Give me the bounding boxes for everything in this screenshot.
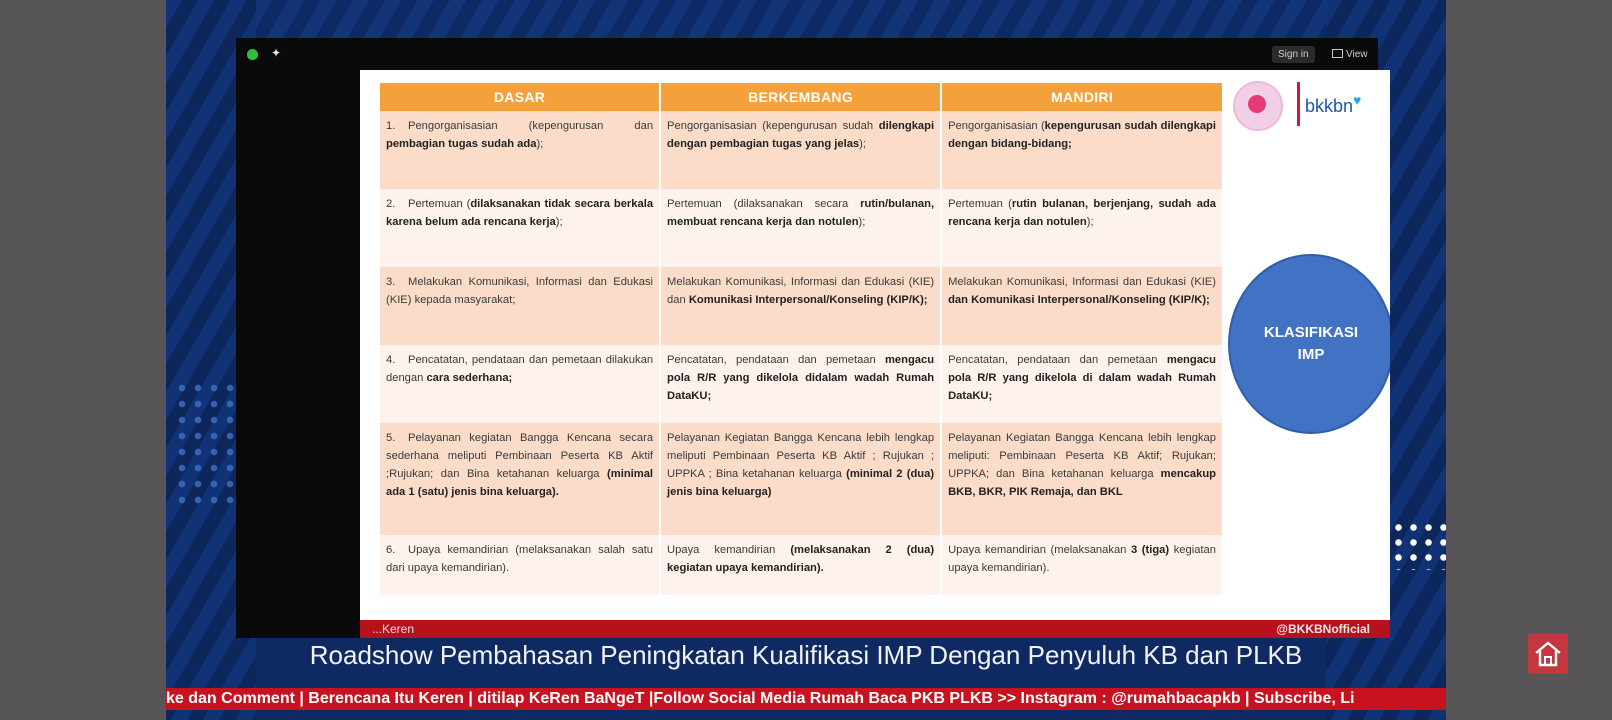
table-body <box>380 111 1222 595</box>
cell-text: mencakup BKB, BKR, PIK Remaja, dan BKL <box>948 468 1216 498</box>
video-frame <box>166 0 1446 720</box>
cell-text: kepengurusan sudah dilengkapi dengan bidang-bidang; <box>948 120 1216 150</box>
slide-footer-left: ...Keren <box>372 622 415 636</box>
row-number: 1. <box>386 120 396 132</box>
bkkbn-logo-text: bkkbn <box>1305 96 1354 116</box>
cell-text: Pengorganisasian (kepengurusan dan <box>408 120 654 132</box>
table-row <box>380 267 1222 345</box>
klasifikasi-label: KLASIFIKASI IMP <box>1263 324 1359 363</box>
table-cell-dasar <box>380 189 659 267</box>
table-cell-berkembang <box>661 267 940 345</box>
cell-text: Pencatatan, pendataan dan pemetaan <box>948 354 1167 366</box>
pin-icon[interactable]: ✦ <box>271 46 282 60</box>
news-ticker: ke dan Comment | Berencana Itu Keren | ditilap KeRen BaNgeT |Follow Social Media Rumah Baca PKB PLKB >> Instagram : @rumahbacapkb | Subscribe, Li <box>166 688 1446 710</box>
cell-text: Pengorganisasian (kepengurusan sudah <box>667 120 879 132</box>
cell-text: Upaya kemandirian <box>667 544 791 556</box>
table-cell-mandiri <box>942 267 1222 345</box>
cell-text: rutin bulanan, berjenjang, sudah ada rencana kerja dan notulen <box>948 198 1217 228</box>
table-row <box>380 535 1222 595</box>
row-number: 4. <box>386 354 396 366</box>
slide-footer <box>360 620 1390 638</box>
table-cell-dasar <box>380 345 659 423</box>
logo-divider <box>1297 82 1300 126</box>
header-dasar: DASAR <box>380 83 659 111</box>
home-button[interactable] <box>1528 634 1568 674</box>
table-row <box>380 111 1222 189</box>
cell-text: Pengorganisasian ( <box>948 120 1045 132</box>
view-button[interactable] <box>1328 46 1372 63</box>
grid-icon <box>1332 49 1343 58</box>
meeting-window <box>236 38 1378 638</box>
logo-emblem <box>1233 81 1283 131</box>
cell-text: Pertemuan (dilaksanakan secara <box>667 198 861 210</box>
social-handle: @BKKBNofficial <box>1276 622 1370 636</box>
cell-text: Melakukan Komunikasi, Informasi dan Edukasi (KIE) dan <box>667 276 935 306</box>
table-row <box>380 345 1222 423</box>
cell-text: Pencatatan, pendataan dan pemetaan <box>667 354 885 366</box>
table-cell-berkembang <box>661 111 940 189</box>
table-cell-mandiri <box>942 111 1222 189</box>
meeting-toolbar <box>236 38 1378 70</box>
row-number: 6. <box>386 544 396 556</box>
table-cell-berkembang <box>661 423 940 535</box>
decorative-dots-left <box>174 380 234 510</box>
cell-text: ); <box>555 216 563 228</box>
cell-text: mengacu pola R/R yang dikelola didalam wadah Rumah DataKU; <box>667 354 935 402</box>
view-label: View <box>1346 49 1368 60</box>
cell-text: (melaksanakan 2 (dua) kegiatan upaya kemandirian). <box>667 544 935 574</box>
table-cell-dasar <box>380 423 659 535</box>
cell-text: Melakukan Komunikasi, Informasi dan Edukasi (KIE) kepada masyarakat; <box>386 276 654 306</box>
table-cell-berkembang <box>661 345 940 423</box>
cell-text: ); <box>1086 216 1094 228</box>
cell-text: Melakukan Komunikasi, Informasi dan Edukasi (KIE) <box>948 276 1216 288</box>
background-stripes-top <box>256 0 1326 40</box>
cell-text: (minimal ada 1 (satu) jenis bina keluarga). <box>386 468 654 498</box>
cell-text: ); <box>858 216 866 228</box>
cell-text: 3 (tiga) <box>1130 544 1170 556</box>
table-cell-mandiri <box>942 535 1222 595</box>
cell-text: Pertemuan ( <box>408 198 471 210</box>
table-cell-mandiri <box>942 345 1222 423</box>
cell-text: kegiatan upaya kemandirian). <box>948 544 1216 574</box>
cell-text: pembagian tugas sudah ada <box>386 138 537 150</box>
table-cell-dasar <box>380 111 659 189</box>
header-berkembang: BERKEMBANG <box>661 83 940 111</box>
row-number: 2. <box>386 198 396 210</box>
cell-text: Pelayanan Kegiatan Bangga Kencana lebih lengkap meliputi Pembinaan Peserta KB Aktif ; Rujukan ; UPPKA ; Bina ketahanan keluarga <box>667 432 935 480</box>
table-cell-mandiri <box>942 423 1222 535</box>
cell-text: Komunikasi Interpersonal/Konseling (KIP/K); <box>688 294 928 306</box>
table-row <box>380 423 1222 535</box>
shield-icon[interactable] <box>247 49 258 60</box>
cell-text: dilengkapi dengan pembagian tugas yang jelas <box>667 120 935 150</box>
table-header-row <box>380 83 1222 111</box>
sign-in-button[interactable]: Sign in <box>1272 46 1315 63</box>
cell-text: dilaksanakan tidak secara berkala karena belum ada rencana kerja <box>386 198 654 228</box>
row-number: 5. <box>386 432 396 444</box>
bkkbn-logo: bkkbn♥ <box>1305 92 1362 116</box>
cell-text: Pertemuan ( <box>948 198 1012 210</box>
table-row <box>380 189 1222 267</box>
table-cell-berkembang <box>661 535 940 595</box>
cell-text: ); <box>859 138 866 150</box>
cell-text: ); <box>536 138 544 150</box>
cell-text: cara sederhana; <box>426 372 513 384</box>
table-cell-dasar <box>380 535 659 595</box>
cell-text: Pelayanan Kegiatan Bangga Kencana lebih lengkap meliputi: Pembinaan Peserta KB Aktif; Rujukan; UPPKA; dan Bina ketahanan keluarga <box>948 432 1216 480</box>
cell-text: Pelayanan kegiatan Bangga Kencana secara sederhana meliputi Pembinaan Peserta KB Aktif ;Rujukan; dan Bina ketahanan keluarga <box>386 432 654 480</box>
row-number: 3. <box>386 276 396 288</box>
cell-text: Upaya kemandirian (melaksanakan <box>948 544 1131 556</box>
table-cell-mandiri <box>942 189 1222 267</box>
cell-text: mengacu pola R/R yang dikelola di dalam wadah Rumah DataKU; <box>948 354 1216 402</box>
header-mandiri: MANDIRI <box>942 83 1222 111</box>
home-icon <box>1532 638 1564 670</box>
cell-text: (minimal 2 (dua) jenis bina keluarga) <box>667 468 935 498</box>
broadcast-caption: Roadshow Pembahasan Peningkatan Kualifikasi IMP Dengan Penyuluh KB dan PLKB <box>309 640 1303 670</box>
cell-text: dan Komunikasi Interpersonal/Konseling (KIP/K); <box>948 294 1210 306</box>
cell-text: Upaya kemandirian (melaksanakan salah satu dari upaya kemandirian). <box>386 544 654 574</box>
presentation-slide <box>360 70 1390 620</box>
cell-text: rutin/bulanan, membuat rencana kerja dan notulen <box>667 198 935 228</box>
cell-text: Pencatatan, pendataan dan pemetaan dilakukan dengan <box>386 354 654 384</box>
table-cell-berkembang <box>661 189 940 267</box>
table-cell-dasar <box>380 267 659 345</box>
classification-table <box>378 83 1224 595</box>
klasifikasi-circle <box>1228 254 1390 434</box>
